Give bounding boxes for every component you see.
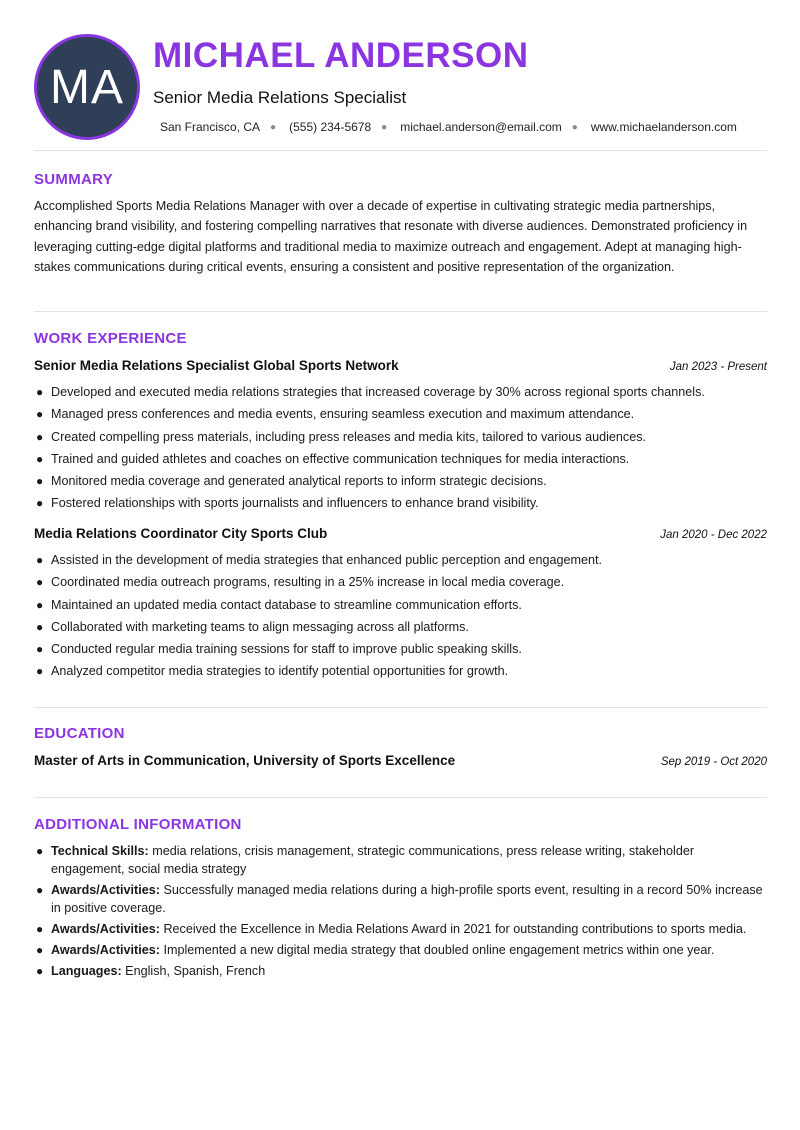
degree: Master of Arts in Communication, University of Sports Excellence: [34, 753, 456, 768]
bullet-icon: ●: [36, 597, 44, 612]
work-experience-heading: WORK EXPERIENCE: [34, 330, 187, 347]
list-item: ● Monitored media coverage and generated analytical reports to inform strategic decisions.: [36, 474, 547, 489]
bullet-icon: ●: [36, 575, 44, 590]
item-label: Languages:: [51, 964, 122, 978]
item-label: Awards/Activities:: [51, 943, 160, 957]
additional-info-list: [34, 842, 767, 983]
list-item: ● Assisted in the development of media strategies that enhanced public perception and engagement.: [36, 553, 602, 567]
bullet-icon: ●: [36, 922, 44, 936]
list-item: ● Collaborated with marketing teams to align messaging across all platforms.: [36, 619, 469, 634]
item-label: Awards/Activities:: [51, 883, 160, 897]
divider: [34, 150, 767, 151]
candidate-title: Senior Media Relations Specialist: [153, 88, 407, 107]
job-date: Jan 2023 - Present: [669, 361, 767, 373]
list-item: ● Developed and executed media relations strategies that increased coverage by 30% across regional sports channels.: [36, 385, 705, 399]
summary-text: Accomplished Sports Media Relations Manager with over a decade of expertise in cultivating strategic media partnerships, enhancing brand visibility, and fostering compelling narratives that resonate with diverse audiences. Demonstrated proficiency in leveraging cutting-edge digital platforms and traditional media to maximize outreach and engagement. Adept at managing high-stakes communications during critical events, ensuring a consistent and positive representation of the organization.: [34, 199, 748, 274]
list-item: ● Maintained an updated media contact database to streamline communication efforts.: [36, 597, 522, 612]
candidate-name: MICHAEL ANDERSON: [153, 36, 529, 75]
education-entry: [34, 753, 767, 768]
separator-dot: ●: [270, 121, 277, 133]
list-item: ● Coordinated media outreach programs, resulting in a 25% increase in local media coverage.: [36, 575, 565, 590]
job-bullets: [34, 551, 767, 685]
education-date: Sep 2019 - Oct 2020: [660, 756, 767, 768]
list-item: [34, 881, 767, 917]
list-item: ● Fostered relationships with sports journalists and influencers to enhance brand visibility.: [36, 496, 539, 511]
bullet-icon: ●: [36, 553, 44, 567]
list-item: ● Created compelling press materials, including press releases and media kits, tailored to various audiences.: [36, 429, 647, 444]
bullet-icon: ●: [36, 943, 44, 957]
bullet-icon: ●: [36, 496, 44, 511]
bullet-icon: ●: [36, 619, 44, 634]
list-item: ● Trained and guided athletes and coaches on effective communication techniques for media interactions.: [36, 451, 630, 466]
contact-location: San Francisco, CA: [160, 120, 261, 134]
divider: [34, 797, 767, 798]
bullet-icon: ●: [36, 642, 44, 657]
contact-phone[interactable]: (555) 234-5678: [289, 120, 372, 134]
bullet-icon: ●: [36, 451, 44, 466]
contact-website[interactable]: www.michaelanderson.com: [590, 120, 737, 134]
divider: [34, 707, 767, 708]
job-role: Senior Media Relations Specialist Global Sports Network: [34, 358, 399, 373]
list-item: [34, 842, 767, 878]
bullet-icon: ●: [36, 844, 44, 858]
list-item: [34, 962, 767, 980]
item-label: Technical Skills:: [51, 844, 149, 858]
bullet-icon: ●: [36, 964, 44, 978]
item-text: Implemented a new digital media strategy that doubled online engagement metrics within one year.: [159, 943, 715, 957]
list-item: [34, 920, 767, 938]
item-text: English, Spanish, French: [121, 964, 266, 978]
contact-bar: [160, 120, 737, 134]
bullet-icon: ●: [36, 385, 44, 399]
avatar-initials: MA: [50, 60, 124, 114]
list-item: ● Managed press conferences and media events, ensuring seamless execution and maximum attendance.: [36, 407, 635, 422]
item-label: Awards/Activities:: [51, 922, 160, 936]
summary-heading: SUMMARY: [34, 171, 114, 188]
job-header: [34, 358, 767, 373]
bullet-icon: ●: [36, 429, 44, 444]
job-header: [34, 526, 767, 541]
job-role: Media Relations Coordinator City Sports Club: [34, 526, 328, 541]
list-item: ● Analyzed competitor media strategies to identify potential opportunities for growth.: [36, 664, 509, 679]
separator-dot: ●: [571, 121, 578, 133]
item-text: Received the Excellence in Media Relations Award in 2021 for outstanding contributions to sports media.: [159, 922, 747, 936]
job-date: Jan 2020 - Dec 2022: [660, 529, 767, 541]
bullet-icon: ●: [36, 407, 44, 422]
list-item: [34, 941, 767, 959]
education-heading: EDUCATION: [34, 725, 125, 742]
avatar: [34, 34, 140, 140]
bullet-icon: ●: [36, 664, 44, 679]
bullet-icon: ●: [36, 883, 44, 897]
job-bullets: [34, 383, 767, 517]
bullet-icon: ●: [36, 474, 44, 489]
separator-dot: ●: [381, 121, 388, 133]
divider: [34, 311, 767, 312]
item-text: Successfully managed media relations during a high-profile sports event, resulting in a record 50% increase in positive coverage.: [51, 883, 763, 915]
item-text: media relations, crisis management, strategic communications, press release writing, stakeholder engagement, social media strategy: [51, 844, 695, 876]
additional-info-heading: ADDITIONAL INFORMATION: [34, 816, 242, 833]
list-item: ● Conducted regular media training sessions for staff to improve public speaking skills.: [36, 642, 522, 657]
contact-email[interactable]: michael.anderson@email.com: [400, 120, 562, 134]
